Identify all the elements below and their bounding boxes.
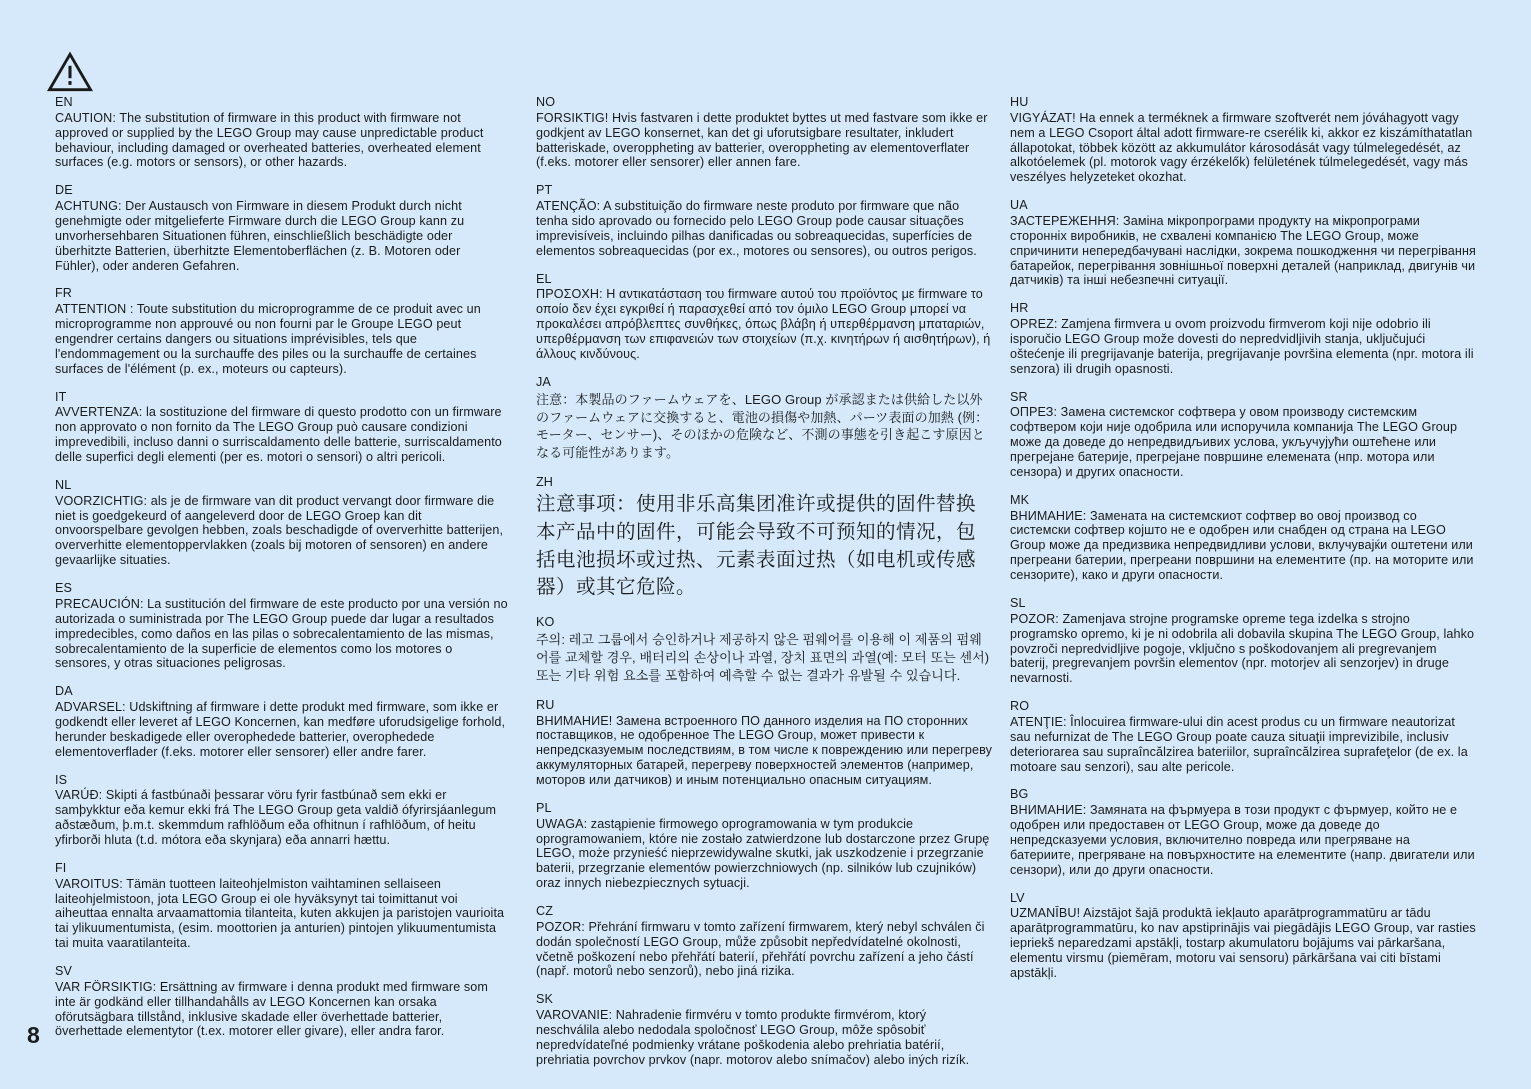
warning-text: VAR FÖRSIKTIG: Ersättning av firmware i denna produkt med firmware som inte är godkänd eller tillhandahålls av LEGO Koncernen kan orsaka oförutsägbara tillstånd, inklusive skadade eller överhettade batterier, överhettade elementytor (t.ex. motorer eller givare), eller andra faror. — [55, 979, 488, 1039]
warning-text: ACHTUNG: Der Austausch von Firmware in diesem Produkt durch nicht genehmigte oder mitgelieferte Firmware durch die LEGO Group kann zu unvorhersehbaren Situationen führen, einschließlich beschädigte oder überhitzte Batterien, überhitzte Elementoberflächen (z. B. Motoren oder Fühler), oder anderen Gefahren. — [55, 199, 465, 273]
warning-text: AVVERTENZA: la sostituzione del firmware di questo prodotto con un firmware non approvato o non fornito da The LEGO Group può causare condizioni imprevedibili, incluso danni o surriscaldamento delle batterie, surriscaldamento delle superfici degli elementi (per es. motori o sensori) o altri pericoli. — [55, 405, 502, 465]
language-section — [536, 272, 993, 362]
language-section — [536, 375, 993, 463]
language-code: CZ — [536, 903, 553, 918]
language-code: DA — [55, 684, 73, 699]
language-section — [1010, 493, 1478, 583]
language-code: SL — [1010, 595, 1026, 610]
language-code: RU — [536, 697, 555, 712]
warning-text: VARÚÐ: Skipti á fastbúnaði þessarar vöru fyrir fastbúnað sem ekki er samþykktur eða kemur ekki frá The LEGO Group geta valdið ófyrirsjáanlegum aðstæðum, þ.m.t. skemmdum rafhlöðum eða ofhitnun í rafhlöðum, of heitu yfirborði hluta (t.d. mótora eða skynjara) eða annarri hættu. — [55, 788, 497, 847]
warning-text: VOORZICHTIG: als je de firmware van dit product vervangt door firmware die niet is goedgekeurd of aangeleverd door de LEGO Groep kan dit onvoorspelbare gevolgen hebben, zoals beschadigde of oververhitte batterijen, oververhitte elementoppervlakken (zoals bij motoren of sensoren) en andere gevaarlijke situaties. — [55, 493, 504, 568]
language-code: EN — [55, 95, 73, 109]
language-code: SR — [1010, 389, 1028, 404]
language-section — [55, 183, 508, 273]
language-code: IS — [55, 772, 68, 787]
warning-column-left — [55, 95, 508, 1052]
warning-text: POZOR: Přehrání firmwaru v tomto zařízení firmwarem, který nebyl schválen či dodán společností LEGO Group, může způsobit nepředvídatelné okolnosti, včetně poškození nebo přehřátí baterií, přehřátí povrchu zařízení a jeho částí (např. motorů nebo senzorů), nebo jiná rizika. — [536, 919, 985, 979]
language-section — [536, 475, 993, 602]
language-section — [1010, 301, 1478, 376]
warning-text: 注意：本製品のファームウェアを、LEGO Group が承認または供給した以外のファームウェアに交換すると、電池の損傷や加熱、パーツ表面の加熱 (例：モーター、センサー)、そのほかの危険など、不測の事態を引き起こす原因となる可能性があります。 — [536, 391, 989, 461]
language-section — [1010, 95, 1478, 185]
language-section — [536, 904, 993, 979]
language-code: LV — [1010, 890, 1025, 905]
warning-column-middle — [536, 95, 993, 1081]
language-section — [55, 95, 508, 170]
warning-column-right — [1010, 95, 1478, 994]
language-code: PL — [536, 800, 552, 815]
language-code: BG — [1010, 787, 1029, 802]
language-section — [55, 581, 508, 671]
language-section — [55, 478, 508, 568]
language-section — [1010, 787, 1478, 877]
language-section — [55, 773, 508, 848]
warning-text: OPREZ: Zamjena firmvera u ovom proizvodu firmverom koji nije odobrio ili isporučio LEGO Group može dovesti do nepredvidljivih stanja, uključujući oštećenje ili pregrijavanje baterija, pregrijavanje površina elementa (npr. motora ili senzora) ili drugih opasnosti. — [1010, 317, 1474, 376]
language-code: IT — [55, 389, 67, 404]
language-code: SV — [55, 963, 72, 978]
language-section — [536, 183, 993, 258]
warning-triangle-icon — [47, 51, 93, 93]
language-section — [55, 861, 508, 951]
warning-text: ВНИМАНИЕ! Замена встроенного ПО данного изделия на ПО сторонних поставщиков, не одобренное The LEGO Group, может привести к непредсказуемым последствиям, в том числе к повреждению или перегреву аккумуляторных батарей, перегреву поверхностей элементов (например, моторов или датчиков) и иным потенциально опасным ситуациям. — [536, 713, 993, 787]
language-code: HU — [1010, 95, 1029, 109]
language-code: RO — [1010, 699, 1030, 714]
warning-text: VAROITUS: Tämän tuotteen laiteohjelmiston vaihtaminen sellaiseen laiteohjelmistoon, jota LEGO Group ei ole hyväksynyt tai toimittanut voi aiheuttaa ennalta arvaamattomia tilanteita, kuten akkujen ja paristojen vaurioita tai ylikuumentumista, (esim. moottorien ja anturien) pintojen ylikuumentumista tai muita vaaratilanteita. — [55, 876, 505, 951]
language-code: DE — [55, 183, 73, 198]
warning-text: ATENÇÃO: A substituição do firmware neste produto por firmware que não tenha sido aprovado ou fornecido pelo LEGO Group pode causar situações imprevisíveis, incluindo pilhas danificadas ou sobreaquecidas, superfícies de elementos sobreaquecidas (por ex., motores ou sensores), ou outros perigos. — [536, 199, 977, 258]
language-code: ZH — [536, 475, 553, 490]
language-section — [536, 95, 993, 170]
language-code: HR — [1010, 301, 1029, 316]
language-section — [1010, 891, 1478, 981]
language-code: FI — [55, 860, 67, 875]
warning-text: ОПРЕЗ: Замена системског софтвера у овом производу системским софтвером који није одобрила или испоручила компанија The LEGO Group може да доведе до непредвидљивих услова, укључујући оштећене или прегрејане батерије, прегрејане површине елемената (нпр. мотора или сензора) и других опасности. — [1010, 405, 1458, 479]
warning-text: ВНИМАНИЕ: Замената на системскиот софтвер во овој производ со системски софтвер којшто не е одобрен или снабден од страна на LEGO Group може да предизвика непредвидливи услови, вклучувајќи оштетени или прегреани батерии, прегреани површини на елементите (пр. на моторите или сензорите), како и други опасности. — [1010, 508, 1474, 583]
language-code: ES — [55, 581, 72, 596]
warning-text: ЗАСТЕРЕЖЕННЯ: Заміна мікропрограми продукту на мікропрограми сторонніх виробників, не схвалені компанією The LEGO Group, може спричинити непередбачувані наслідки, зокрема пошкодження чи перегрівання батарейок, перегрівання зовнішньої поверхні деталей (наприклад, двигунів чи датчиків) та інші небезпечні ситуації. — [1010, 214, 1476, 288]
language-code: SK — [536, 992, 553, 1007]
language-section — [536, 801, 993, 891]
language-code: MK — [1010, 492, 1030, 507]
warning-text: UZMANĪBU! Aizstājot šajā produktā iekļauto aparātprogrammatūru ar tādu aparātprogrammatūru, ko nav apstiprinājis vai piegādājis LEGO Group, var rasties iepriekš neparedzami apstākļi, tostarp akumulatoru bojājums vai pārkaršana, elementu virsmu (piemēram, motoru vai sensoru) pārkāršana vai citi bīstami apstākļi. — [1010, 906, 1476, 980]
language-code: NO — [536, 95, 556, 109]
warning-text: ADVARSEL: Udskiftning af firmware i dette produkt med firmware, som ikke er godkendt eller leveret af LEGO Koncernen, kan medføre uforudsigelige forhold, herunder beskadigede eller overophedede batterier, overophedede elementoverflader (f.eks. motorer eller sensorer) eller andre farer. — [55, 700, 506, 759]
language-section — [1010, 198, 1478, 288]
language-code: EL — [536, 271, 552, 286]
language-section — [1010, 596, 1478, 686]
language-section — [1010, 390, 1478, 480]
language-code: JA — [536, 374, 551, 389]
warning-text: ATTENTION : Toute substitution du microprogramme de ce produit avec un microprogramme non approuvé ou non fourni par le Groupe LEGO peut engendrer certains dangers ou situations imprévisibles, tels que l'endommagement ou la surchauffe des piles ou la surchauffe de certaines surfaces de l'élément (p. ex., moteurs ou capteurs). — [55, 302, 481, 376]
warning-text: ΠΡΟΣΟΧΗ: Η αντικατάσταση του firmware αυτού του προϊόντος με firmware το οποίο δεν έχει εγκριθεί ή παρασχεθεί από τον όμιλο LEGO Group μπορεί να προκαλέσει απρόβλεπτες συνθήκες, όπως βλάβη ή υπερθέρμανση μπαταριών, υπερθέρμανση των επιφανειών των στοιχείων (π.χ. κινητήρων ή αισθητήρων), ή άλλους κινδύνους. — [536, 287, 991, 361]
warning-text: UWAGA: zastąpienie firmowego oprogramowania w tym produkcie oprogramowaniem, które nie zostało zatwierdzone lub dostarczone przez Grupę LEGO, może przynieść nieprzewidywalne skutki, jak uszkodzenie i przegrzanie baterii, przegrzanie elementów powierzchniowych (np. silników lub czujników) oraz innych niebezpiecznych sytuacji. — [536, 816, 990, 891]
language-section — [536, 698, 993, 788]
page-number: 8 — [27, 1022, 41, 1048]
warning-text: VAROVANIE: Nahradenie firmvéru v tomto produkte firmvérom, ktorý neschválila alebo nedodala spoločnosť LEGO Group, môže spôsobiť nepredvídateľné podmienky vrátane poškodenia alebo prehriatia batérií, prehriatia povrchov prvkov (napr. motorov alebo snímačov) alebo iných rizík. — [536, 1008, 970, 1067]
language-section — [55, 390, 508, 465]
warning-text: PRECAUCIÓN: La sustitución del firmware de este producto por una versión no autorizada o suministrada por The LEGO Group puede dar lugar a resultados impredecibles, como daños en las pilas o sobrecalentamiento de las mismas, sobrecalentamiento de la superficie de elementos como los motores o sensores, y otras situaciones peligrosas. — [55, 596, 508, 671]
warning-text: POZOR: Zamenjava strojne programske opreme tega izdelka s strojno programsko opremo, ki je ni odobrila ali dobavila skupina The LEGO Group, lahko povzroči nepredvidljive pogoje, vključno s poškodovanjem ali pregrevanjem baterij, pregrevanjem površin elementov (npr. motorjev ali senzorjev) in druge nevarnosti. — [1010, 611, 1475, 686]
language-code: UA — [1010, 198, 1028, 213]
language-code: NL — [55, 477, 72, 492]
warning-text: VIGYÁZAT! Ha ennek a terméknek a firmware szoftverét nem jóváhagyott vagy nem a LEGO Csoport által adott firmware-re cserélik ki, akkor ez kiszámíthatatlan állapotokat, többek között az akkumulátor károsodását vagy túlmelegedését, az alkotóelemek (pl. motorok vagy érzékelők) felületének túlmelegedését, vagy más veszélyes helyzeteket okozhat. — [1010, 110, 1473, 185]
warning-text: CAUTION: The substitution of firmware in this product with firmware not approved or supplied by the LEGO Group may cause unpredictable product behaviour, including damaged or overheated batteries, overheated element surfaces (e.g. motors or sensors), or other hazards. — [55, 110, 484, 170]
warning-text: FORSIKTIG! Hvis fastvaren i dette produktet byttes ut med fastvare som ikke er godkjent av LEGO konsernet, kan det gi uforutsigbare resultater, inkludert batteriskade, overoppheting av batterier, overoppheting av elementoverflater (f.eks. motorer eller sensorer) eller annen fare. — [536, 110, 988, 170]
language-section — [55, 286, 508, 376]
language-section — [55, 684, 508, 759]
language-code: PT — [536, 183, 553, 198]
language-section — [55, 964, 508, 1039]
warning-text: ATENŢIE: Înlocuirea firmware-ului din acest produs cu un firmware neautorizat sau nefurnizat de The LEGO Group poate cauza situaţii imprevizibile, inclusiv deteriorarea sau supraîncălzirea bateriilor, supraîncălzirea suprafeţelor (de ex. la motoare sau senzori), sau alte pericole. — [1010, 714, 1468, 774]
language-section — [536, 992, 993, 1067]
warning-text: 注意事项：使用非乐高集团准许或提供的固件替换本产品中的固件，可能会导致不可预知的情况，包括电池损坏或过热、元素表面过热（如电机或传感器）或其它危险。 — [536, 493, 977, 599]
language-section — [536, 615, 993, 685]
warning-text: 주의: 레고 그룹에서 승인하거나 제공하지 않은 펌웨어를 이용해 이 제품의 펌웨어를 교체할 경우, 배터리의 손상이나 과열, 장치 표면의 과열(예: 모터 또는 센서) 또는 기타 위험 요소를 포함하여 예측할 수 없는 결과가 유발될 수 있습니다. — [536, 631, 990, 683]
language-code: KO — [536, 614, 555, 629]
language-code: FR — [55, 286, 72, 301]
warning-text: ВНИМАНИЕ: Замяната на фърмуера в този продукт с фърмуер, който не е одобрен или предоставен от LEGO Group, може да доведе до непредсказуеми условия, включително повреда или прегряване на батериите, прегряване на повърхностите на елементите (напр. двигатели или сензори), или до други опасности. — [1010, 803, 1475, 877]
language-section — [1010, 699, 1478, 774]
